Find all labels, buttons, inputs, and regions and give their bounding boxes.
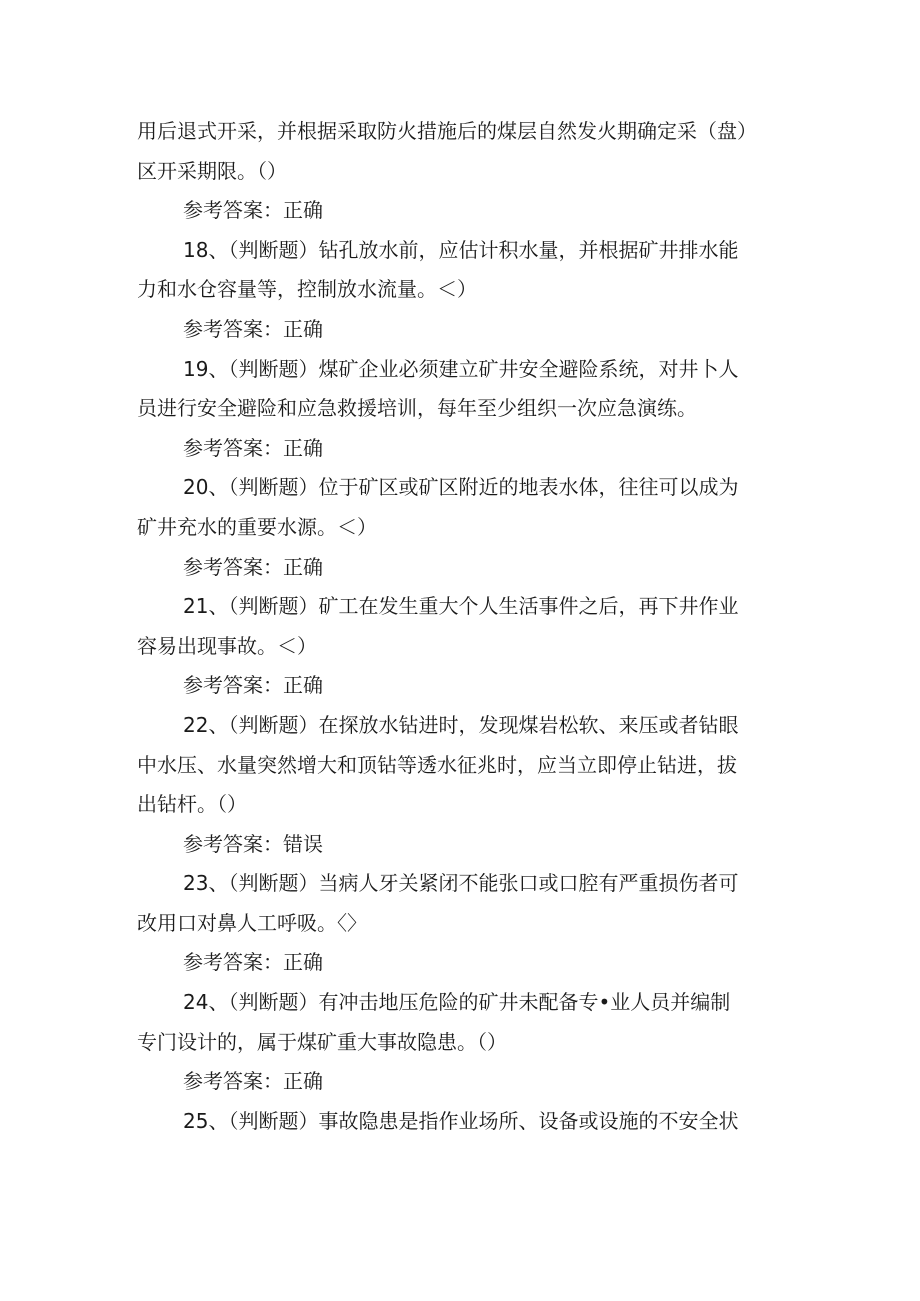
question-continuation-line: 矿井充水的重要水源。＜） — [137, 514, 377, 539]
question-continuation-line: 中水压、水量突然增大和顶钻等透水征兆时，应当立即停止钻进，拔 — [137, 752, 737, 777]
answer-line: 参考答案：正确 — [183, 435, 323, 460]
answer-line: 参考答案：正确 — [183, 554, 323, 579]
answer-line: 参考答案：正确 — [183, 1069, 323, 1094]
question-continuation-line: 改用口对鼻人工呼吸。〈〉 — [137, 910, 367, 935]
answer-line: 参考答案：正确 — [183, 198, 323, 223]
question-line: 20、（判断题）位于矿区或矿区附近的地表水体，往往可以成为 — [183, 475, 739, 500]
question-continuation-line: 力和水仓容量等，控制放水流量。＜） — [137, 277, 477, 302]
question-continuation-line: 专门设计的，属于煤矿重大事故隐患。（） — [137, 1029, 507, 1054]
answer-line: 参考答案：正确 — [183, 316, 323, 341]
question-line: 22、（判断题）在探放水钻进时，发现煤岩松软、来压或者钻眼 — [183, 712, 739, 737]
question-line: 18、（判断题）钻孔放水前，应估计积水量，并根据矿井排水能 — [183, 237, 739, 262]
question-continuation-line: 出钻杆。（） — [137, 792, 247, 817]
answer-line: 参考答案：正确 — [183, 673, 323, 698]
answer-line: 参考答案：正确 — [183, 950, 323, 975]
question-continuation-line: 用后退式开采，并根据采取防火措施后的煤层自然发火期确定采（盘） — [137, 119, 757, 143]
question-line: 21、（判断题）矿工在发生重大个人生活事件之后，再下井作业 — [183, 594, 739, 619]
question-continuation-line: 员进行安全避险和应急救援培训，每年至少组织一次应急演练。 — [137, 396, 697, 421]
document-body — [137, 112, 787, 1141]
question-continuation-line: 容易出现事故。＜） — [137, 633, 317, 658]
answer-line: 参考答案：错误 — [183, 831, 323, 856]
question-line: 24、（判断题）有冲击地压危险的矿井未配备专•业人员并编制 — [183, 990, 731, 1015]
question-continuation-line: 区开采期限。（） — [137, 158, 287, 183]
question-line: 25、（判断题）事故隐患是指作业场所、设备或设施的不安全状 — [183, 1108, 739, 1133]
question-line: 23、（判断题）当病人牙关紧闭不能张口或口腔有严重损伤者可 — [183, 871, 739, 896]
question-line: 19、（判断题）煤矿企业必须建立矿井安全避险系统，对井卜人 — [183, 356, 739, 381]
